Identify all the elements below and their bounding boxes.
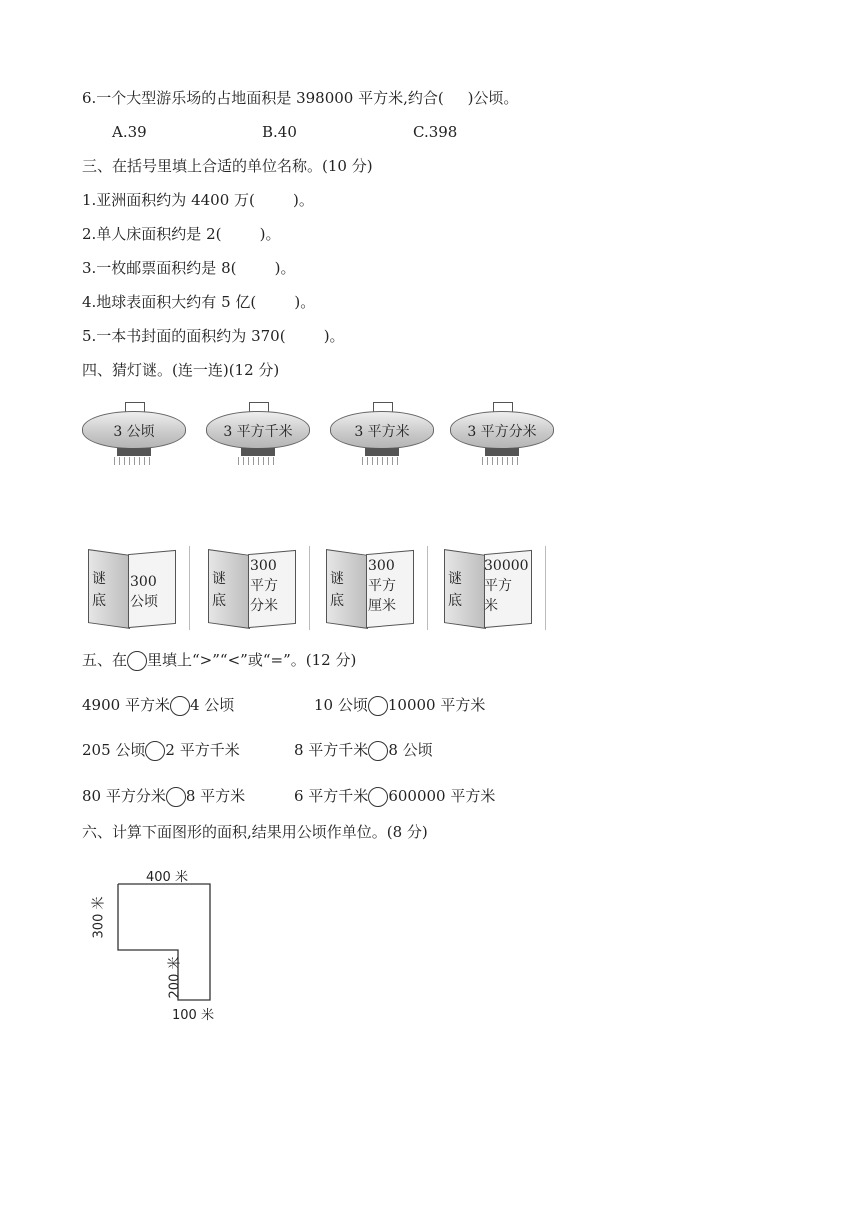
compare-left: 4900 平方米 — [82, 696, 170, 714]
compare-right: 8 平方米 — [185, 787, 246, 805]
riddle-book — [84, 546, 184, 630]
compare-row — [294, 740, 433, 761]
riddle-label: 谜 — [448, 571, 462, 587]
answer-line: 平方 — [250, 578, 278, 594]
riddle-label: 底 — [92, 593, 106, 609]
section3-item: 2.单人床面积约是 2( )。 — [82, 225, 281, 243]
riddle-label: 底 — [330, 593, 344, 609]
compare-circle-input[interactable] — [166, 787, 186, 807]
answer-line: 300 — [250, 558, 277, 574]
lantern-label: 3 平方分米 — [467, 424, 537, 440]
compare-right: 2 平方千米 — [165, 741, 240, 759]
compare-left: 6 平方千米 — [294, 787, 369, 805]
answer-line: 厘米 — [368, 598, 396, 614]
lantern-label: 3 公顷 — [113, 424, 155, 440]
answer-line: 分米 — [250, 598, 278, 614]
compare-left: 205 公顷 — [82, 741, 146, 759]
q6-text: 6.一个大型游乐场的占地面积是 398000 平方米,约合( )公顷。 — [82, 89, 519, 107]
compare-left: 10 公顷 — [314, 696, 368, 714]
answer-line: 300 — [130, 574, 157, 590]
riddle-book — [322, 546, 422, 630]
compare-right: 10000 平方米 — [387, 696, 486, 714]
answer-line: 300 — [368, 558, 395, 574]
lantern-label: 3 平方米 — [354, 424, 410, 440]
compare-left: 80 平方分米 — [82, 787, 166, 805]
section5-title-pre: 五、在 — [82, 651, 128, 669]
dim-bottom: 100 米 — [172, 1008, 214, 1023]
compare-right: 4 公顷 — [189, 696, 235, 714]
section3-item: 5.一本书封面的面积约为 370( )。 — [82, 327, 345, 345]
dim-left: 300 米 — [91, 896, 107, 939]
compare-row — [82, 740, 240, 761]
lantern — [450, 402, 554, 470]
compare-left: 8 平方千米 — [294, 741, 369, 759]
section4-title: 四、猜灯谜。(连一连)(12 分) — [82, 361, 280, 379]
lantern-label: 3 平方千米 — [223, 424, 293, 440]
compare-circle-input[interactable] — [170, 696, 190, 716]
answer-line: 米 — [484, 598, 498, 614]
section3-item: 4.地球表面积大约有 5 亿( )。 — [82, 293, 316, 311]
riddle-book — [204, 546, 304, 630]
answer-line: 公顷 — [130, 594, 158, 610]
compare-row — [294, 786, 495, 807]
riddle-label: 谜 — [212, 571, 226, 587]
dim-inner: 200 米 — [167, 956, 183, 999]
l-shape-figure — [90, 862, 270, 1032]
section5-title — [82, 650, 356, 671]
compare-right: 8 公顷 — [388, 741, 433, 759]
compare-row — [82, 695, 234, 716]
q6-option-c: C.398 — [413, 123, 458, 141]
compare-circle-input[interactable] — [368, 741, 388, 761]
answer-line: 平方 — [368, 578, 396, 594]
compare-circle-input[interactable] — [145, 741, 165, 761]
section6-title: 六、计算下面图形的面积,结果用公顷作单位。(8 分) — [82, 823, 428, 841]
riddle-label: 底 — [448, 593, 462, 609]
compare-circle-input[interactable] — [368, 787, 388, 807]
section3-item: 1.亚洲面积约为 4400 万( )。 — [82, 191, 314, 209]
lantern — [82, 402, 186, 470]
q6-option-b: B.40 — [262, 123, 297, 141]
riddle-label: 谜 — [92, 571, 106, 587]
section3-title: 三、在括号里填上合适的单位名称。(10 分) — [82, 157, 373, 175]
riddle-label: 底 — [212, 593, 226, 609]
section3-item: 3.一枚邮票面积约是 8( )。 — [82, 259, 296, 277]
section5-title-post: 里填上“>”“<”或“=”。(12 分) — [147, 651, 357, 669]
q6-option-a: A.39 — [112, 123, 147, 141]
compare-row — [314, 695, 485, 716]
answer-line: 平方 — [484, 578, 512, 594]
compare-circle-input[interactable] — [368, 696, 388, 716]
answer-line: 30000 — [484, 558, 529, 574]
lantern — [206, 402, 310, 470]
riddle-book — [440, 546, 540, 630]
compare-right: 600000 平方米 — [388, 787, 496, 805]
compare-row — [82, 786, 245, 807]
riddle-label: 谜 — [330, 571, 344, 587]
lantern — [330, 402, 434, 470]
dim-top: 400 米 — [146, 870, 188, 885]
circle-icon — [127, 651, 147, 671]
